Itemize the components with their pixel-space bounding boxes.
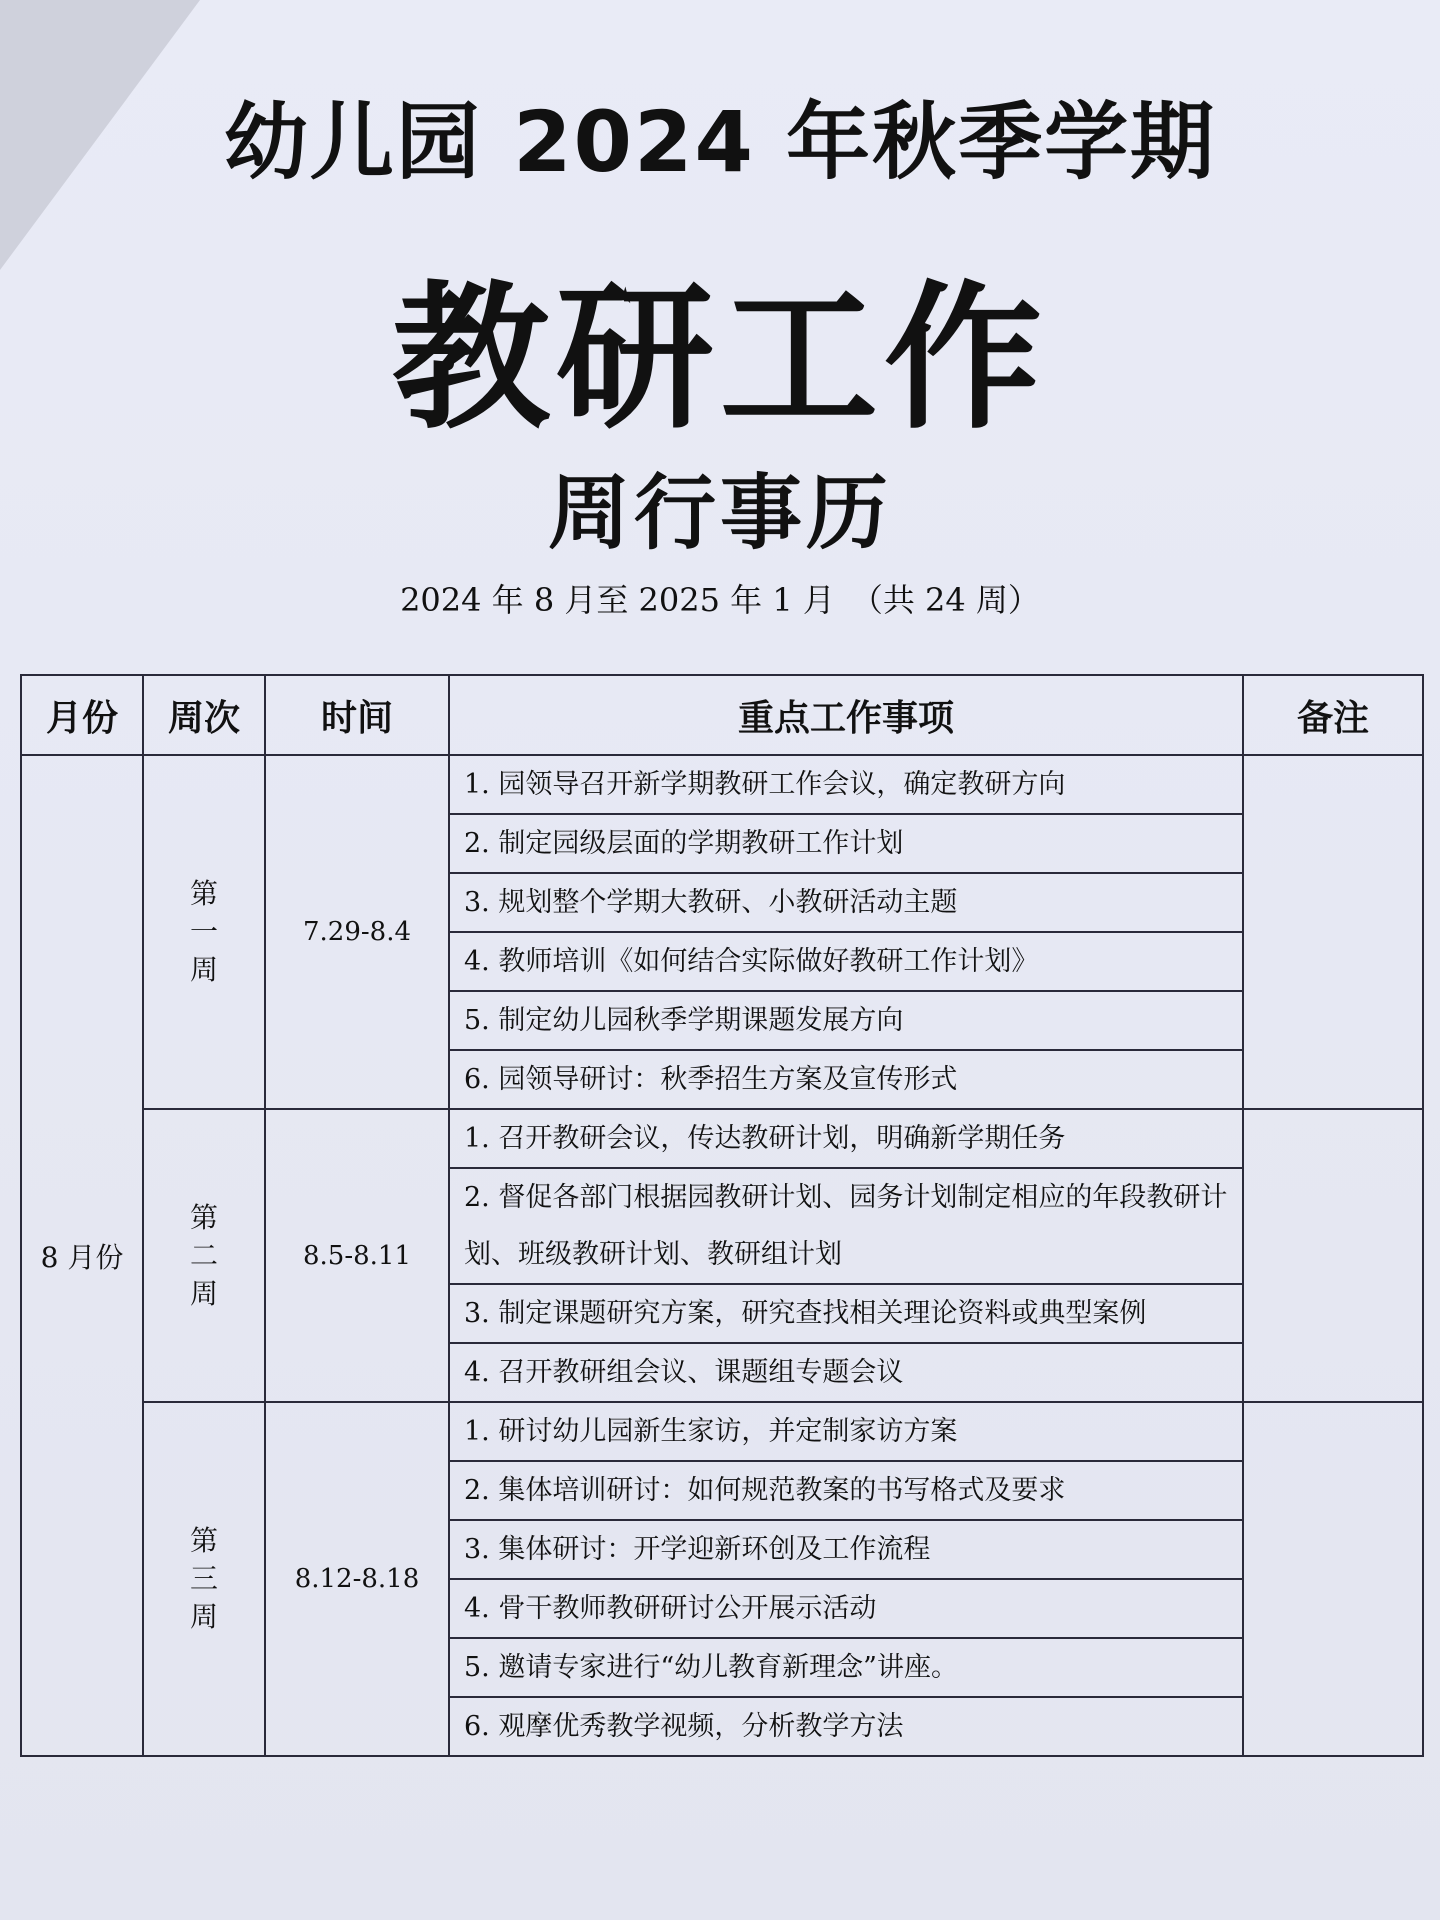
month-cell xyxy=(21,755,143,1756)
notes-cell xyxy=(1243,1109,1423,1402)
schedule-table xyxy=(20,674,1424,1757)
table-row xyxy=(21,1109,1423,1168)
date-range-subtitle: 2024 年 8 月至 2025 年 1 月 （共 24 周） xyxy=(400,581,1040,619)
work-item: 4. 召开教研组会议、课题组专题会议 xyxy=(449,1343,1243,1402)
work-item xyxy=(449,1168,1243,1284)
work-item: 2. 集体培训研讨：如何规范教案的书写格式及要求 xyxy=(449,1461,1243,1520)
work-item: 4. 骨干教师教研研讨公开展示活动 xyxy=(449,1579,1243,1638)
week-char: 周 xyxy=(189,1600,218,1633)
work-item: 5. 制定幼儿园秋季学期课题发展方向 xyxy=(449,991,1243,1050)
work-item: 3. 规划整个学期大教研、小教研活动主题 xyxy=(449,873,1243,932)
time-cell: 8.12-8.18 xyxy=(265,1402,449,1756)
title-line-1: 幼儿园 2024 年秋季学期 xyxy=(223,93,1217,191)
notes-cell xyxy=(1243,755,1423,1109)
week-label xyxy=(190,875,218,989)
table-header-row xyxy=(21,675,1423,755)
time-cell: 7.29-8.4 xyxy=(265,755,449,1109)
week-label xyxy=(190,1522,218,1636)
week-char: 第 xyxy=(189,1200,218,1234)
work-item: 1. 园领导召开新学期教研工作会议，确定教研方向 xyxy=(449,755,1243,814)
title-line-3: 周行事历 xyxy=(547,466,892,561)
week-char: 周 xyxy=(189,1276,218,1310)
week-char: 周 xyxy=(189,953,218,986)
header-time: 时间 xyxy=(265,675,449,755)
week-char: 第 xyxy=(189,1524,218,1557)
week-label xyxy=(190,1199,218,1313)
title-line-2: 教研工作 xyxy=(392,267,1048,451)
work-item: 6. 园领导研讨：秋季招生方案及宣传形式 xyxy=(449,1050,1243,1109)
week-char: 三 xyxy=(189,1562,218,1595)
table-row xyxy=(21,1402,1423,1461)
header-month: 月份 xyxy=(21,675,143,755)
header-items: 重点工作事项 xyxy=(449,675,1243,755)
time-cell: 8.5-8.11 xyxy=(265,1109,449,1402)
week-char: 一 xyxy=(189,915,218,948)
work-item: 1. 研讨幼儿园新生家访，并定制家访方案 xyxy=(449,1402,1243,1461)
week-cell xyxy=(143,755,265,1109)
work-item: 4. 教师培训《如何结合实际做好教研工作计划》 xyxy=(449,932,1243,991)
work-item-text: 2. 督促各部门根据园教研计划、园务计划制定相应的年段教研计划、班级教研计划、教研组计划 xyxy=(464,1182,1228,1270)
table-row xyxy=(21,755,1423,814)
work-item: 6. 观摩优秀教学视频，分析教学方法 xyxy=(449,1697,1243,1756)
work-item: 1. 召开教研会议，传达教研计划，明确新学期任务 xyxy=(449,1109,1243,1168)
month-label: 8 月份 xyxy=(40,1240,124,1274)
work-item: 3. 制定课题研究方案，研究查找相关理论资料或典型案例 xyxy=(449,1284,1243,1343)
header-notes: 备注 xyxy=(1243,675,1423,755)
week-char: 第 xyxy=(189,877,218,910)
week-char: 二 xyxy=(189,1238,218,1272)
header-week: 周次 xyxy=(143,675,265,755)
week-cell xyxy=(143,1109,265,1402)
notes-cell xyxy=(1243,1402,1423,1756)
work-item: 3. 集体研讨：开学迎新环创及工作流程 xyxy=(449,1520,1243,1579)
work-item: 2. 制定园级层面的学期教研工作计划 xyxy=(449,814,1243,873)
work-item: 5. 邀请专家进行“幼儿教育新理念”讲座。 xyxy=(449,1638,1243,1697)
week-cell xyxy=(143,1402,265,1756)
